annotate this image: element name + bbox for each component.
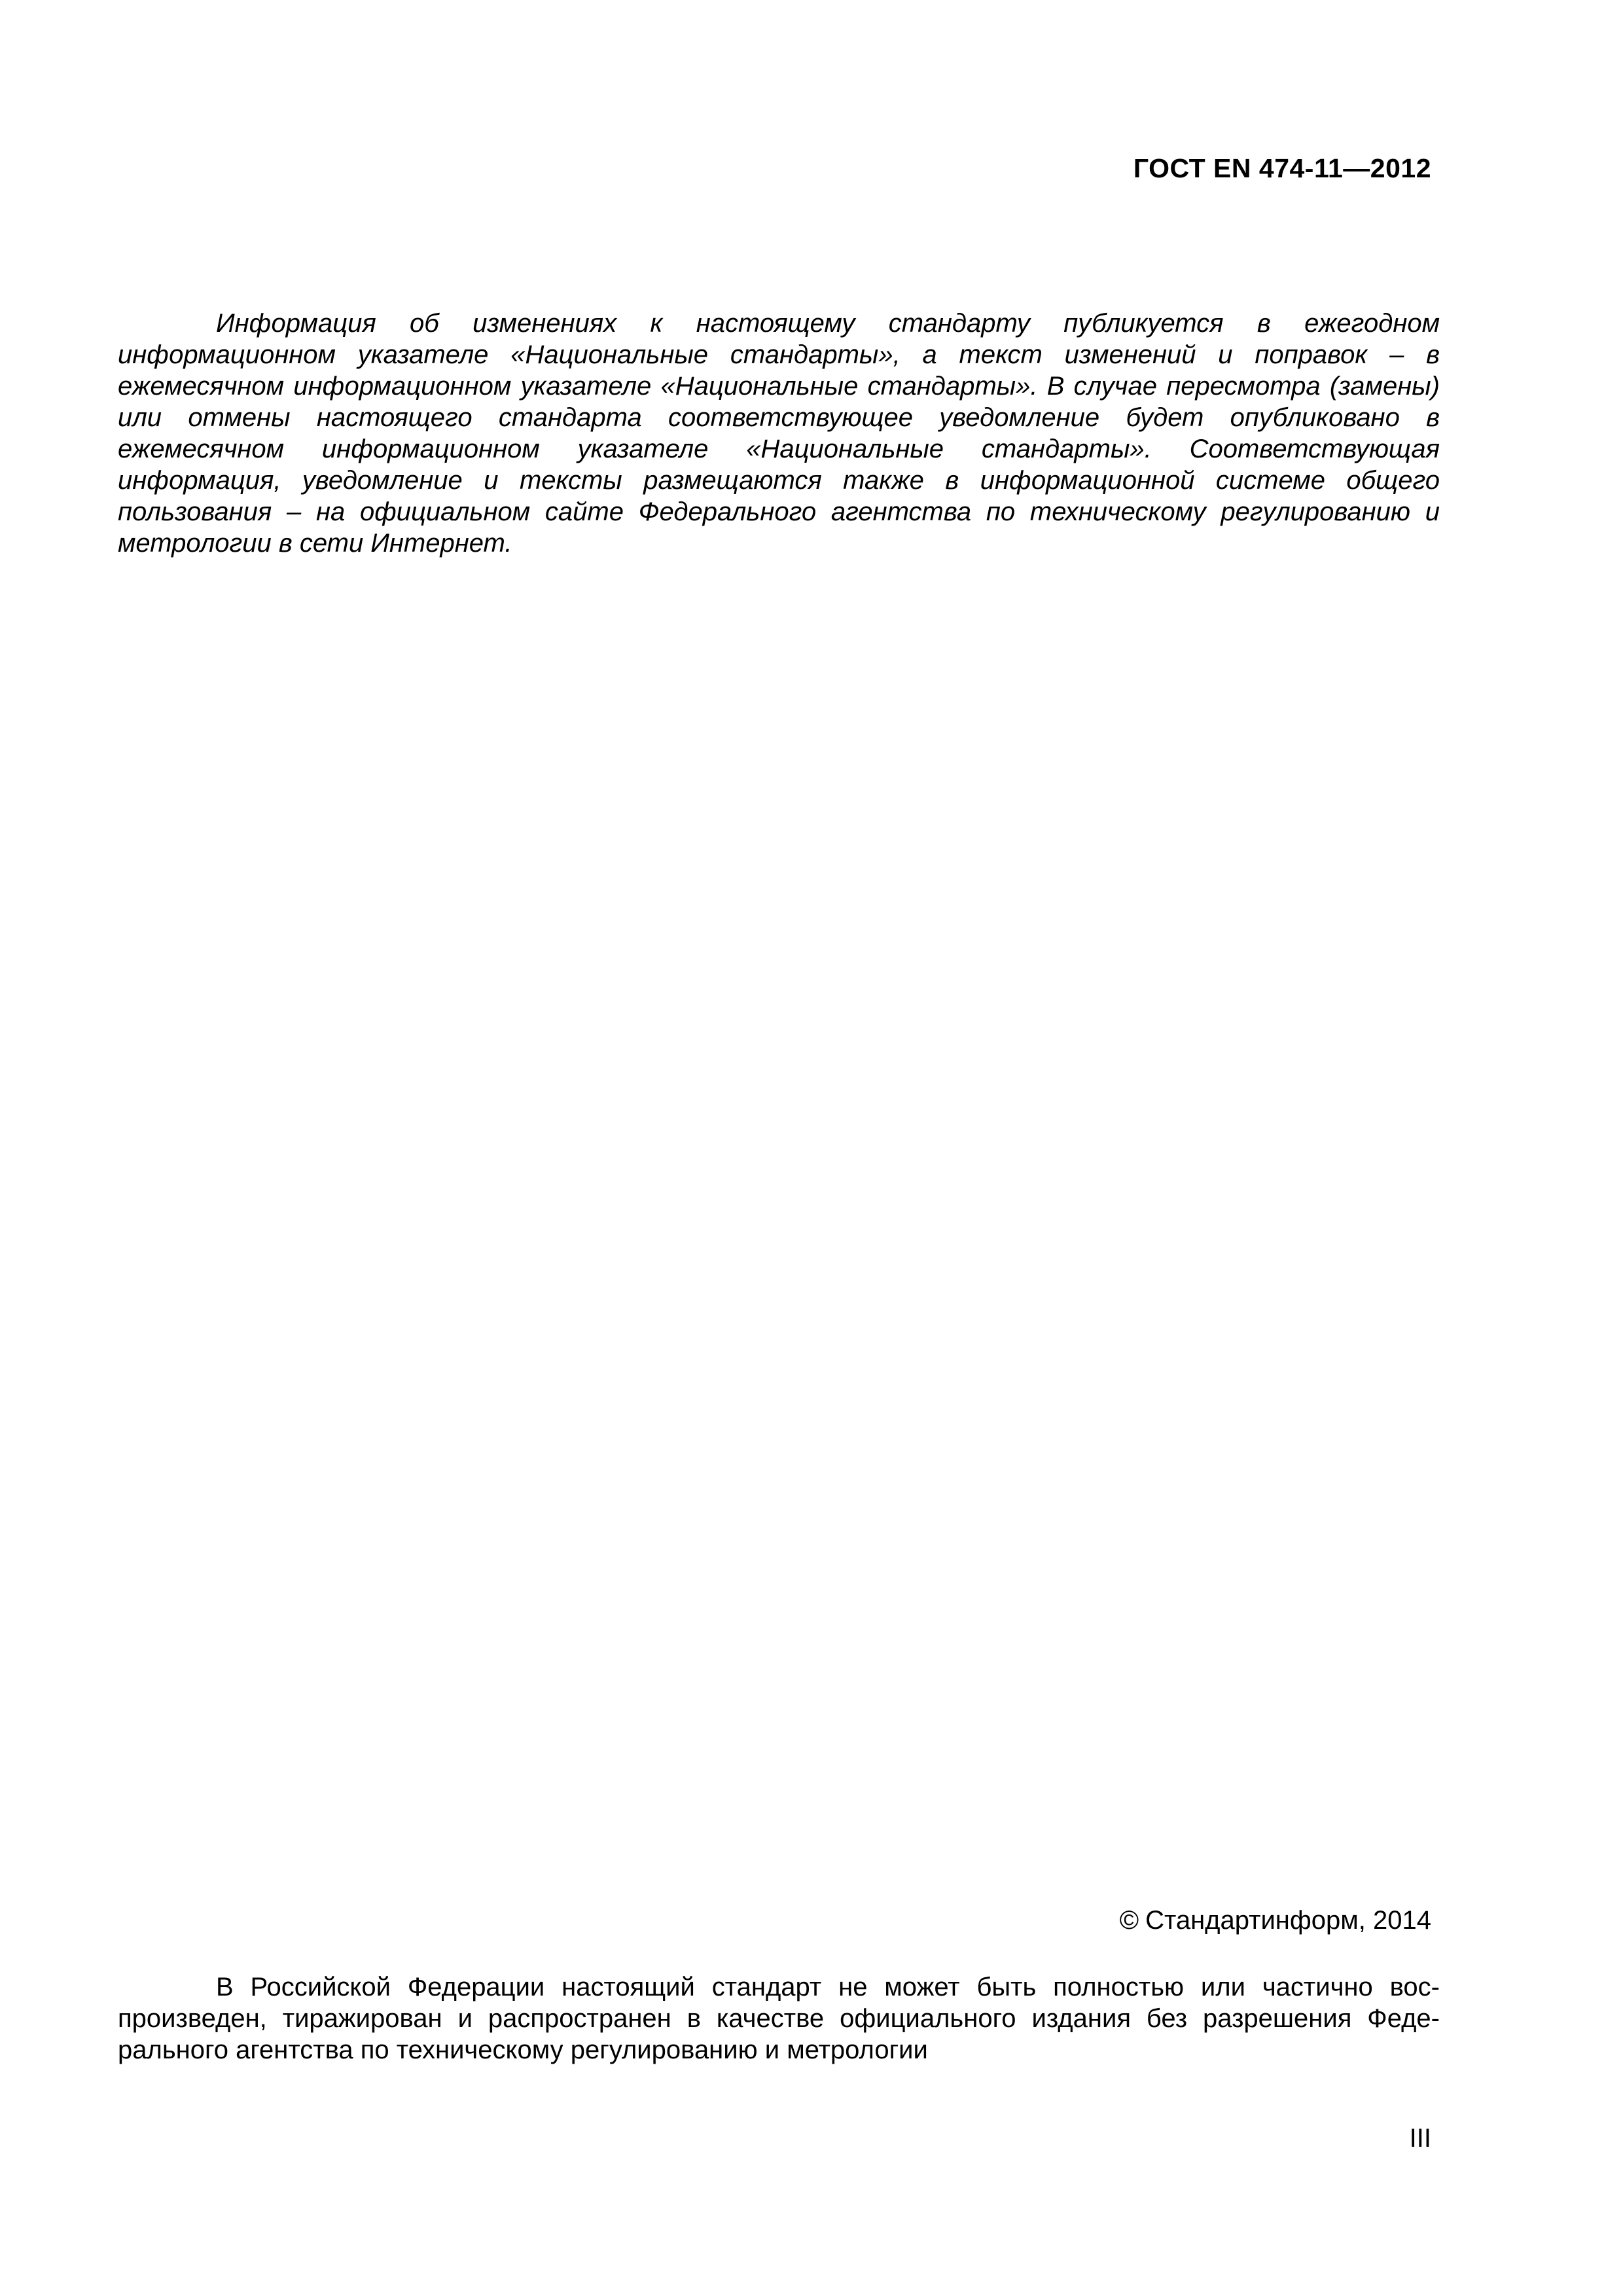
copyright-icon: © [1119, 1906, 1139, 1935]
copyright-line [1120, 1906, 1431, 1935]
standard-code-header: ГОСТ EN 474-11—2012 [1133, 153, 1431, 183]
copyright-text: Стандартинформ, 2014 [1145, 1906, 1431, 1935]
page-number: III [1409, 2124, 1431, 2153]
amendments-info-paragraph: Информация об изменениях к настоящему стандарту публикуется в ежегодном информационном указателе «Национальные стандарты», а текст изменений и поправок – в ежемесячном информационном указателе «Национальные стандарты». В случае пересмотра (замены) или отмены настоящего стандарта соответствующее уведомление будет опубликовано в ежемесячном информационном указателе «Национальные стандарты». Соответствующая информация, уведомление и тексты размещаются также в информационной системе общего пользования – на официальном сайте Федерального агентства по техническому регулированию и метрологии в сети Интернет. [118, 309, 1440, 558]
reproduction-rights-paragraph: В Российской Федерации настоящий стандарт не может быть полностью или частично воспроизведен, тиражирован и распространен в качестве официального издания без разрешения Федерального агентства по техническому регулированию и метрологии [118, 1973, 1440, 2064]
